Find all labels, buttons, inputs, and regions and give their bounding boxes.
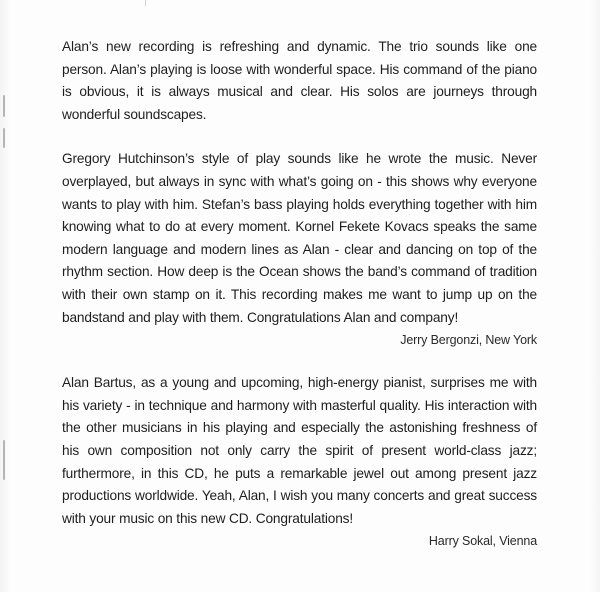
edge-mark [3, 128, 5, 148]
review-paragraph: Gregory Hutchinson’s style of play sounds like he wrote the music. Never overplayed, but always in sync with what’s going on - this shows why everyone wants to play with him. Stefan’s bass playing holds everything together with him knowing what to do at every moment. Kornel Fekete Kovacs speaks the same modern language and modern lines as Alan - clear and dancing on top of the rhythm section. How deep is the Ocean shows the band’s command of tradition with their own stamp on it. This recording makes me want to jump up on the bandstand and play with them. Congratulations Alan and company! [62, 151, 537, 325]
edge-mark [3, 440, 5, 480]
crop-mark [145, 0, 146, 6]
edge-mark [3, 95, 5, 117]
review-paragraph: Alan’s new recording is refreshing and dynamic. The trio sounds like one person. Alan’s playing is loose with wonderful space. His command of the piano is obvious, it is always musical and clear. His solos are journeys through wonderful soundscapes. [62, 39, 537, 122]
review-signature: Harry Sokal, Vienna [428, 534, 537, 549]
liner-notes [62, 36, 537, 551]
review-paragraph: Alan Bartus, as a young and upcoming, high-energy pianist, surprises me with his variety - in technique and harmony with masterful quality. His interaction with the other musicians in his playing and especially the astonishing freshness of his own composition not only carry the spirit of present world-class jazz; furthermore, in this CD, he puts a remarkable jewel out among present jazz productions worldwide. Yeah, Alan, I wish you many concerts and great success with your music on this new CD. Congratulations! [62, 375, 537, 526]
review-signature: Jerry Bergonzi, New York [400, 333, 537, 348]
